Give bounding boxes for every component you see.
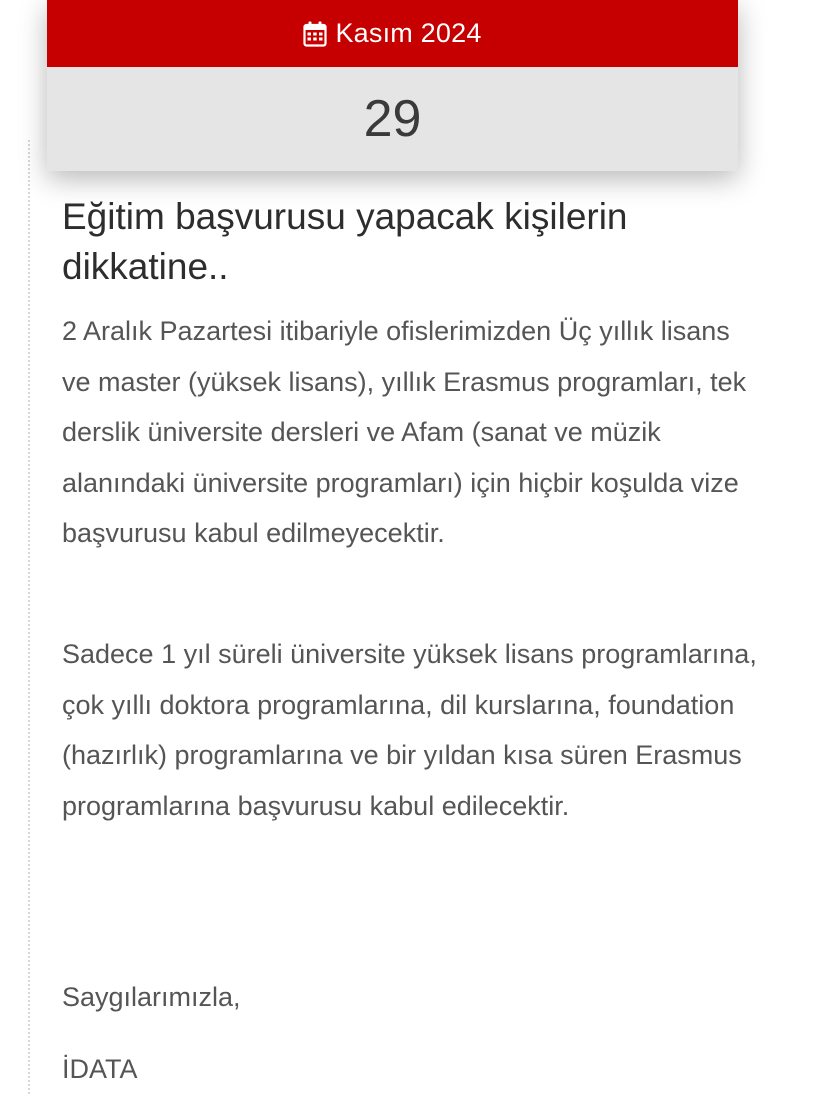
month-bar — [47, 0, 738, 67]
article-content — [62, 192, 762, 1084]
date-card — [47, 0, 738, 171]
article-title: Eğitim başvurusu yapacak kişilerin dikkatine.. — [62, 196, 628, 287]
closing-greeting: Saygılarımızla, — [62, 982, 241, 1012]
article-paragraph-2: Sadece 1 yıl süreli üniversite yüksek lisans programlarına, çok yıllı doktora programlarına, dil kurslarına, foundation (hazırlık) programlarına ve bir yıldan kısa süren Erasmus programlarına başvurusu kabul edilecektir. — [62, 639, 757, 821]
article-paragraph-1: 2 Aralık Pazartesi itibariyle ofislerimizden Üç yıllık lisans ve master (yüksek lisans), yıllık Erasmus programları, tek derslik üniversite dersleri ve Afam (sanat ve müzik alanındaki üniversite programları) için hiçbir koşulda vize başvurusu kabul edilmeyecektir. — [62, 316, 747, 548]
month-label: Kasım 2024 — [335, 18, 482, 48]
timeline-dotted-line — [28, 140, 30, 1094]
calendar-icon — [303, 21, 327, 47]
day-number: 29 — [47, 67, 738, 171]
signature: İDATA — [62, 1054, 138, 1084]
